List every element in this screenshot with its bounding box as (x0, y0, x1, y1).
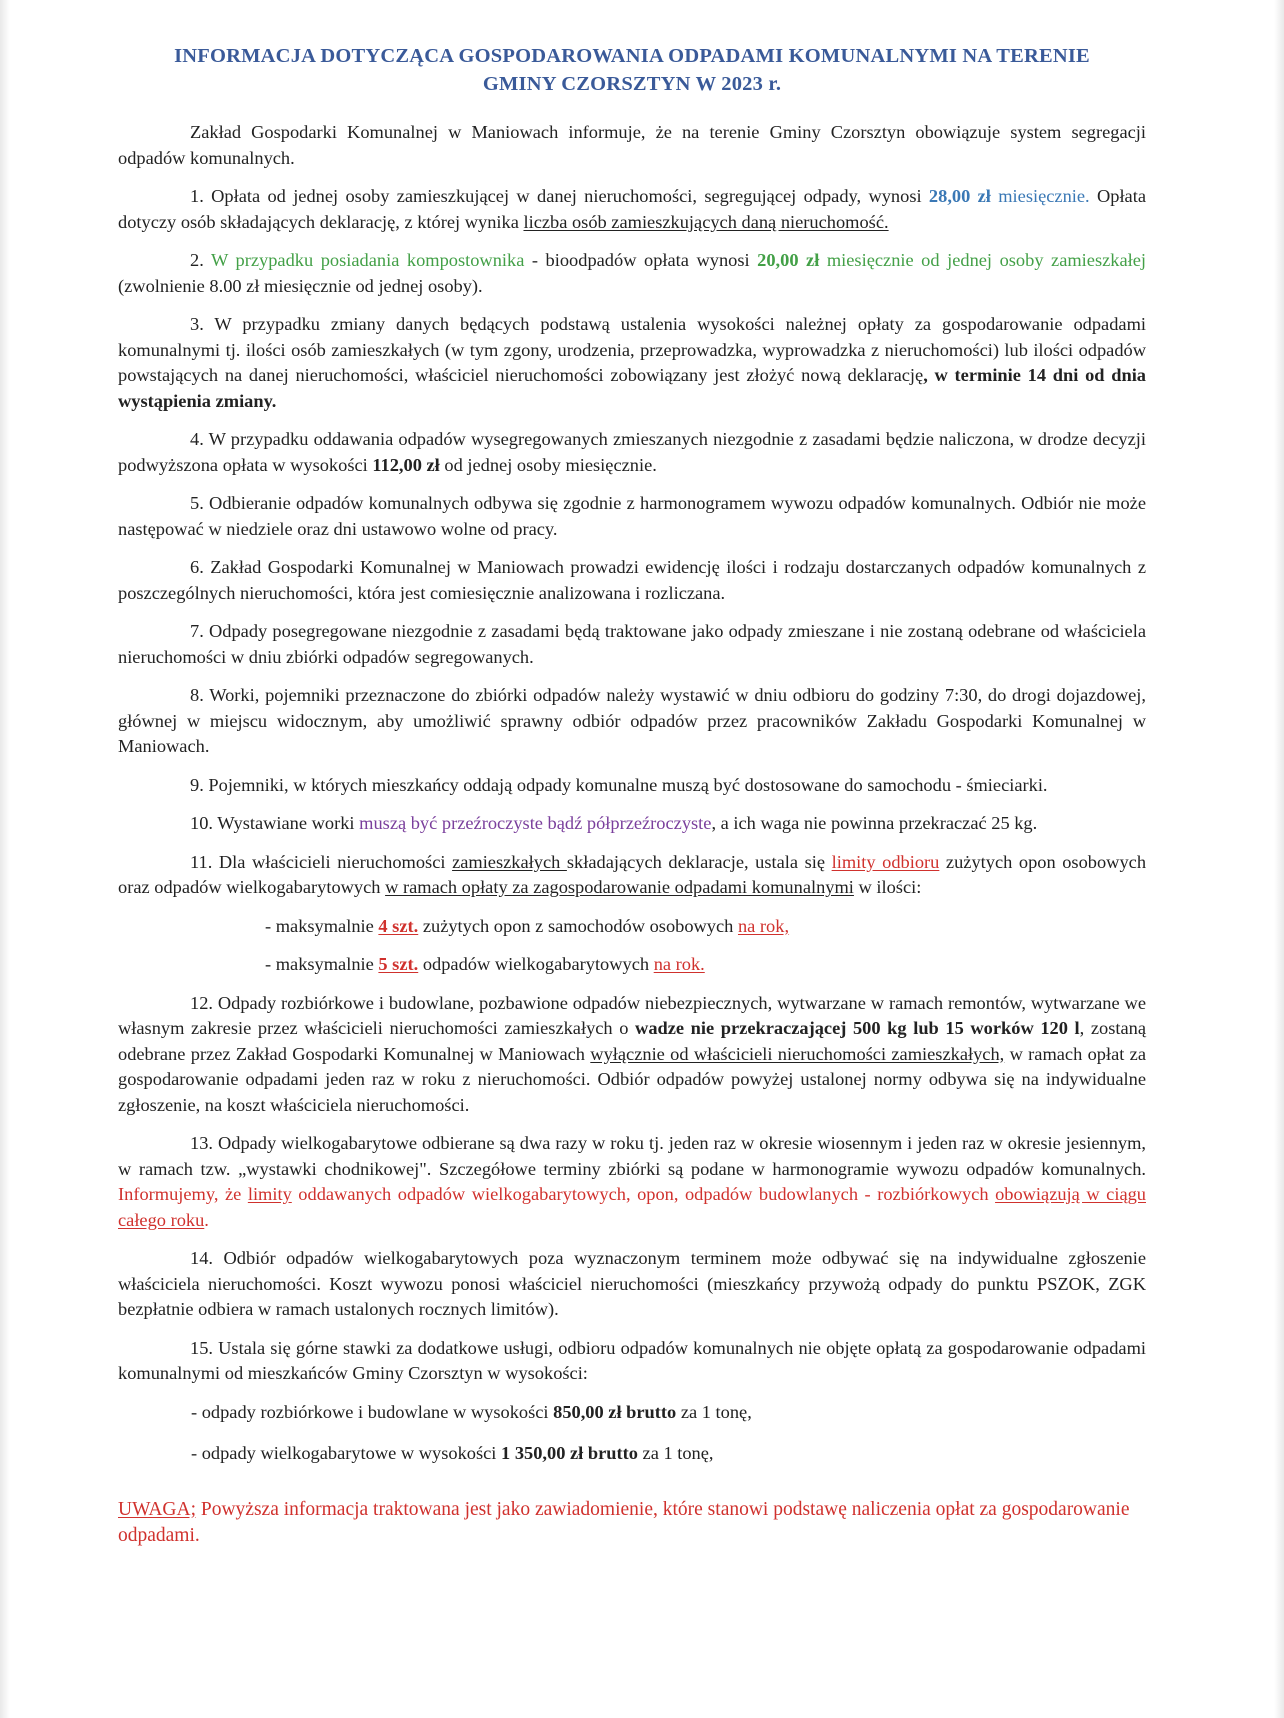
paragraph-4 (118, 427, 1146, 478)
p11-text-e: zużytych opon osobowych oraz odpadów wielkogabarytowych (118, 851, 1147, 897)
rate1-text-c: za 1 tonę, (676, 1401, 752, 1422)
limit2-quantity: 5 szt. (378, 954, 419, 974)
p1-text-b: miesięcznie. (990, 186, 1090, 206)
paragraph-6: 6. Zakład Gospodarki Komunalnej w Maniowach prowadzi ewidencję ilości i rodzaju dostarczanych odpadów komunalnych z poszczególnych nieruchomości, która jest comiesięcznie analizowana i rozliczana. (118, 557, 1146, 603)
rate2-text-c: za 1 tonę, (637, 1443, 714, 1463)
p13-text-e: obowiązują w ciągu całego roku (118, 1184, 1146, 1230)
title-line-2: GMINY CZORSZTYN W 2023 r. (482, 73, 782, 95)
paragraph-7: 7. Odpady posegregowane niezgodnie z zasadami będą traktowane jako odpady zmieszane i nie zostaną odebrane od właściciela nieruchomości w dniu zbiórki odpadów segregowanych. (118, 621, 1146, 667)
p4-text-b: od jednej osoby miesięcznie. (439, 454, 657, 475)
p4-amount: 112,00 zł (372, 454, 440, 475)
p2-text-a: 2. (190, 250, 211, 270)
p1-amount: 28,00 zł (928, 186, 991, 206)
p3-text-b: , w terminie 14 dni od dnia wystąpienia zmiany. (118, 365, 1147, 411)
limit2-text-c: odpadów wielkogabarytowych (418, 954, 654, 974)
paragraph-5: 5. Odbieranie odpadów komunalnych odbywa się zgodnie z harmonogramem wywozu odpadów komunalnych. Odbiór nie może następować w niedziele oraz dni ustawowo wolne od pracy. (118, 493, 1146, 539)
warning-label: UWAGA; (118, 1498, 196, 1520)
limit2-period: na rok. (653, 954, 705, 974)
p10-text-a: 10. Wystawiane worki (190, 813, 360, 833)
p13-text-a: 13. Odpady wielkogabarytowe odbierane są dwa razy w roku tj. jeden raz w okresie wiosennym i jeden raz w okresie jesiennym, w ramach tzw. „wystawki chodnikowej". Szczegółowe terminy zbiórki są podane w harmonogramie wywozu odpadów komunalnych. (118, 1133, 1146, 1179)
p1-text-c: Opłata dotyczy osób składających deklarację, z której wynika (118, 186, 1146, 232)
p2-text-b: W przypadku posiadania kompostownika (211, 250, 525, 270)
paragraph-13 (118, 1131, 1146, 1233)
rate-item-construction (118, 1400, 1146, 1426)
document-title (118, 42, 1146, 98)
p13-text-f: . (204, 1209, 209, 1230)
p12-text-d: wyłącznie od właścicieli nieruchomości zamieszkałych, (590, 1043, 1005, 1064)
limit1-quantity: 4 szt. (378, 915, 419, 936)
p2-text-e: (zwolnienie 8.00 zł miesięcznie od jednej osoby). (118, 275, 483, 296)
p2-text-c: - bioodpadów opłata wynosi (524, 250, 758, 270)
p13-text-d: oddawanych odpadów wielkogabarytowych, opon, odpadów budowlanych - rozbiórkowych (291, 1184, 996, 1204)
p12-text-c: , zostaną odebrane przez Zakład Gospodarki Komunalnej w Maniowach (118, 1018, 1146, 1064)
limit-item-bulky (118, 952, 1146, 978)
p11-text-c: składających deklaracje, ustala się (566, 851, 832, 872)
limit1-text-a: - maksymalnie (265, 915, 379, 936)
paragraph-14: 14. Odbiór odpadów wielkogabarytowych poza wyznaczonym terminem może odbywać się na indywidualne zgłoszenie właściciela nieruchomości. Koszt wywozu ponosi właściciel nieruchomości (mieszkańcy przywożą odpady do punktu PSZOK, ZGK bezpłatnie odbiera w ramach ustalonych rocznych limitów). (118, 1248, 1146, 1319)
p4-text-a: 4. W przypadku oddawania odpadów wysegregowanych zmieszanych niezgodnie z zasadami będzie naliczona, w drodze decyzji podwyższona opłata w wysokości (118, 429, 1146, 475)
paragraph-10 (118, 811, 1146, 837)
warning-notice (118, 1497, 1146, 1549)
rate-item-bulky (118, 1441, 1146, 1467)
rate2-text-a: - odpady wielkogabarytowe w wysokości (191, 1443, 502, 1463)
p2-amount: 20,00 zł (757, 250, 820, 270)
warning-text: Powyższa informacja traktowana jest jako zawiadomienie, które stanowi podstawę naliczenia opłat za gospodarowanie odpadami. (118, 1498, 1130, 1546)
p11-text-f: w ramach opłaty za zagospodarowanie odpadami komunalnymi (385, 877, 854, 897)
limit-item-tires (118, 914, 1146, 940)
paragraph-11 (118, 850, 1146, 901)
paragraph-8: 8. Worki, pojemniki przeznaczone do zbiórki odpadów należy wystawić w dniu odbioru do godziny 7:30, do drogi dojazdowej, głównej w miejscu widocznym, aby umożliwić sprawny odbiór odpadów przez pracowników Zakładu Gospodarki Komunalnej w Maniowach. (118, 685, 1146, 756)
p11-text-g: w ilości: (853, 877, 922, 897)
paragraph-3 (118, 312, 1146, 414)
p3-text-a: 3. W przypadku zmiany danych będących podstawą ustalenia wysokości należnej opłaty za gospodarowanie odpadami komunalnymi tj. ilości osób zamieszkałych (w tym zgony, urodzenia, przeprowadzka, wyprowadzka z nieruchomości) lub ilości odpadów powstających na danej nieruchomości, właściciel nieruchomości zobowiązany jest złożyć nową deklarację (118, 314, 1146, 385)
p11-text-a: 11. Dla właścicieli nieruchomości (190, 851, 453, 872)
p12-text-a: 12. Odpady rozbiórkowe i budowlane, pozbawione odpadów niebezpiecznych, wytwarzane w ramach remontów, wytwarzane we własnym zakresie przez właścicieli nieruchomości zamieszkałych o (118, 992, 1146, 1038)
paragraph-1 (118, 184, 1146, 235)
p10-text-b: muszą być przeźroczyste bądź półprzeźroczyste (359, 813, 712, 833)
rate2-amount: 1 350,00 zł brutto (501, 1443, 638, 1463)
rate1-text-a: - odpady rozbiórkowe i budowlane w wysokości (191, 1401, 554, 1422)
intro-paragraph: Zakład Gospodarki Komunalnej w Maniowach informuje, że na terenie Gminy Czorsztyn obowiązuje system segregacji odpadów komunalnych. (118, 122, 1146, 168)
p11-text-d: limity odbioru (831, 851, 940, 872)
p12-text-b: wadze nie przekraczającej 500 kg lub 15 worków 120 l (635, 1018, 1080, 1038)
p1-text-a: 1. Opłata od jednej osoby zamieszkującej w danej nieruchomości, segregującej odpady, wynosi (190, 186, 929, 206)
paragraph-2 (118, 248, 1146, 299)
p12-text-e: w ramach opłat za gospodarowanie odpadami jeden raz w roku z nieruchomości. Odbiór odpadów powyżej ustalonej normy odbywa się na indywidualne zgłoszenie, na koszt właściciela nieruchomości. (118, 1043, 1147, 1115)
page-edge-left (0, 0, 10, 1718)
p2-text-d: miesięcznie od jednej osoby zamieszkałej (819, 250, 1147, 270)
p1-text-d: liczba osób zamieszkujących daną nieruchomość. (523, 211, 889, 232)
p10-text-c: , a ich waga nie powinna przekraczać 25 kg. (711, 813, 1038, 833)
p13-text-c: limity (247, 1184, 292, 1204)
document-content (118, 42, 1146, 1549)
rate1-amount: 850,00 zł brutto (553, 1401, 677, 1422)
limit1-period: na rok, (737, 915, 790, 936)
p11-text-b: zamieszkałych (452, 851, 567, 872)
title-line-1: INFORMACJA DOTYCZĄCA GOSPODAROWANIA ODPADAMI KOMUNALNYMI NA TERENIE (174, 45, 1090, 67)
page-edge-right (1274, 0, 1284, 1718)
paragraph-9: 9. Pojemniki, w których mieszkańcy oddają odpady komunalne muszą być dostosowane do samochodu - śmieciarki. (190, 774, 1048, 795)
paragraph-12 (118, 991, 1146, 1119)
paragraph-15: 15. Ustala się górne stawki za dodatkowe usługi, odbioru odpadów komunalnych nie objęte opłatą za gospodarowanie odpadami komunalnymi od mieszkańców Gminy Czorsztyn w wysokości: (118, 1337, 1146, 1383)
p13-text-b: Informujemy, że (118, 1184, 248, 1204)
limit2-text-a: - maksymalnie (265, 954, 379, 974)
limit1-text-c: zużytych opon z samochodów osobowych (418, 915, 738, 936)
